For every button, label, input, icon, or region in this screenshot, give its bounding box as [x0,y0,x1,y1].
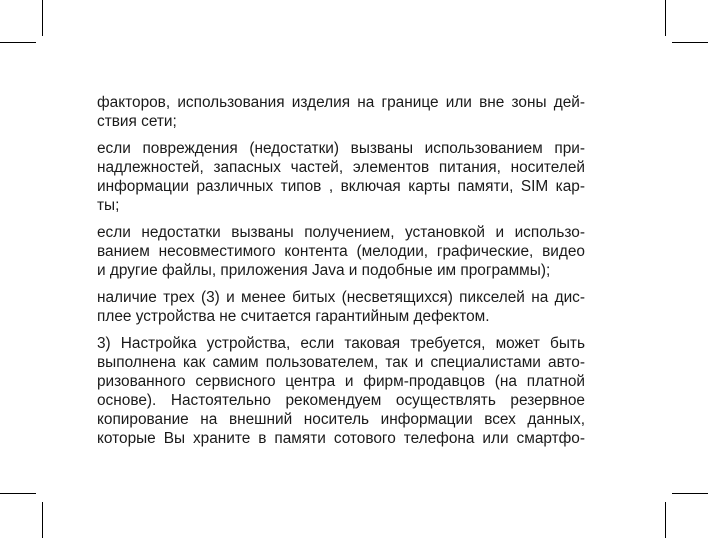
document-page [97,93,585,456]
paragraph [97,288,585,326]
text-line: информации различных типов , включая карты памяти, SIM кар- [97,178,585,195]
text-line: плее устройства не считается гарантийным дефектом. [97,308,490,325]
text-line: если недостатки вызваны получением, установкой и использо- [97,224,585,241]
paragraph [97,223,585,280]
crop-mark-top-right-horizontal [672,42,708,43]
crop-mark-top-left-horizontal [0,42,36,43]
text-line: которые Вы храните в памяти сотового телефона или смартфо- [97,430,585,447]
text-line: ты; [97,197,120,214]
text-line: 3) Настройка устройства, если таковая требуется, может быть [97,335,585,352]
text-line: ванием несовместимого контента (мелодии, графические, видео [97,243,585,260]
paragraph [97,139,585,215]
crop-mark-bottom-left-vertical [42,502,43,538]
crop-mark-bottom-right-horizontal [672,493,708,494]
text-line: ризованного сервисного центра и фирм-продавцов (на платной [97,373,585,390]
text-line: надлежностей, запасных частей, элементов питания, носителей [97,159,585,176]
text-line: копирование на внешний носитель информации всех данных, [97,411,585,428]
crop-mark-top-right-vertical [665,0,666,36]
text-line: выполнена как самим пользователем, так и специалистами авто- [97,354,585,371]
paragraph [97,334,585,448]
crop-mark-top-left-vertical [42,0,43,36]
text-line: если повреждения (недостатки) вызваны использованием при- [97,140,585,157]
text-line: основе). Настоятельно рекомендуем осуществлять резервное [97,392,585,409]
text-line: наличие трех (3) и менее битых (несветящихся) пикселей на дис- [97,289,585,306]
text-line: ствия сети; [97,113,177,130]
paragraph [97,93,585,131]
text-line: и другие файлы, приложения Java и подобные им программы); [97,262,551,279]
crop-mark-bottom-right-vertical [665,502,666,538]
crop-mark-bottom-left-horizontal [0,493,36,494]
text-line: факторов, использования изделия на границе или вне зоны дей- [97,94,585,111]
